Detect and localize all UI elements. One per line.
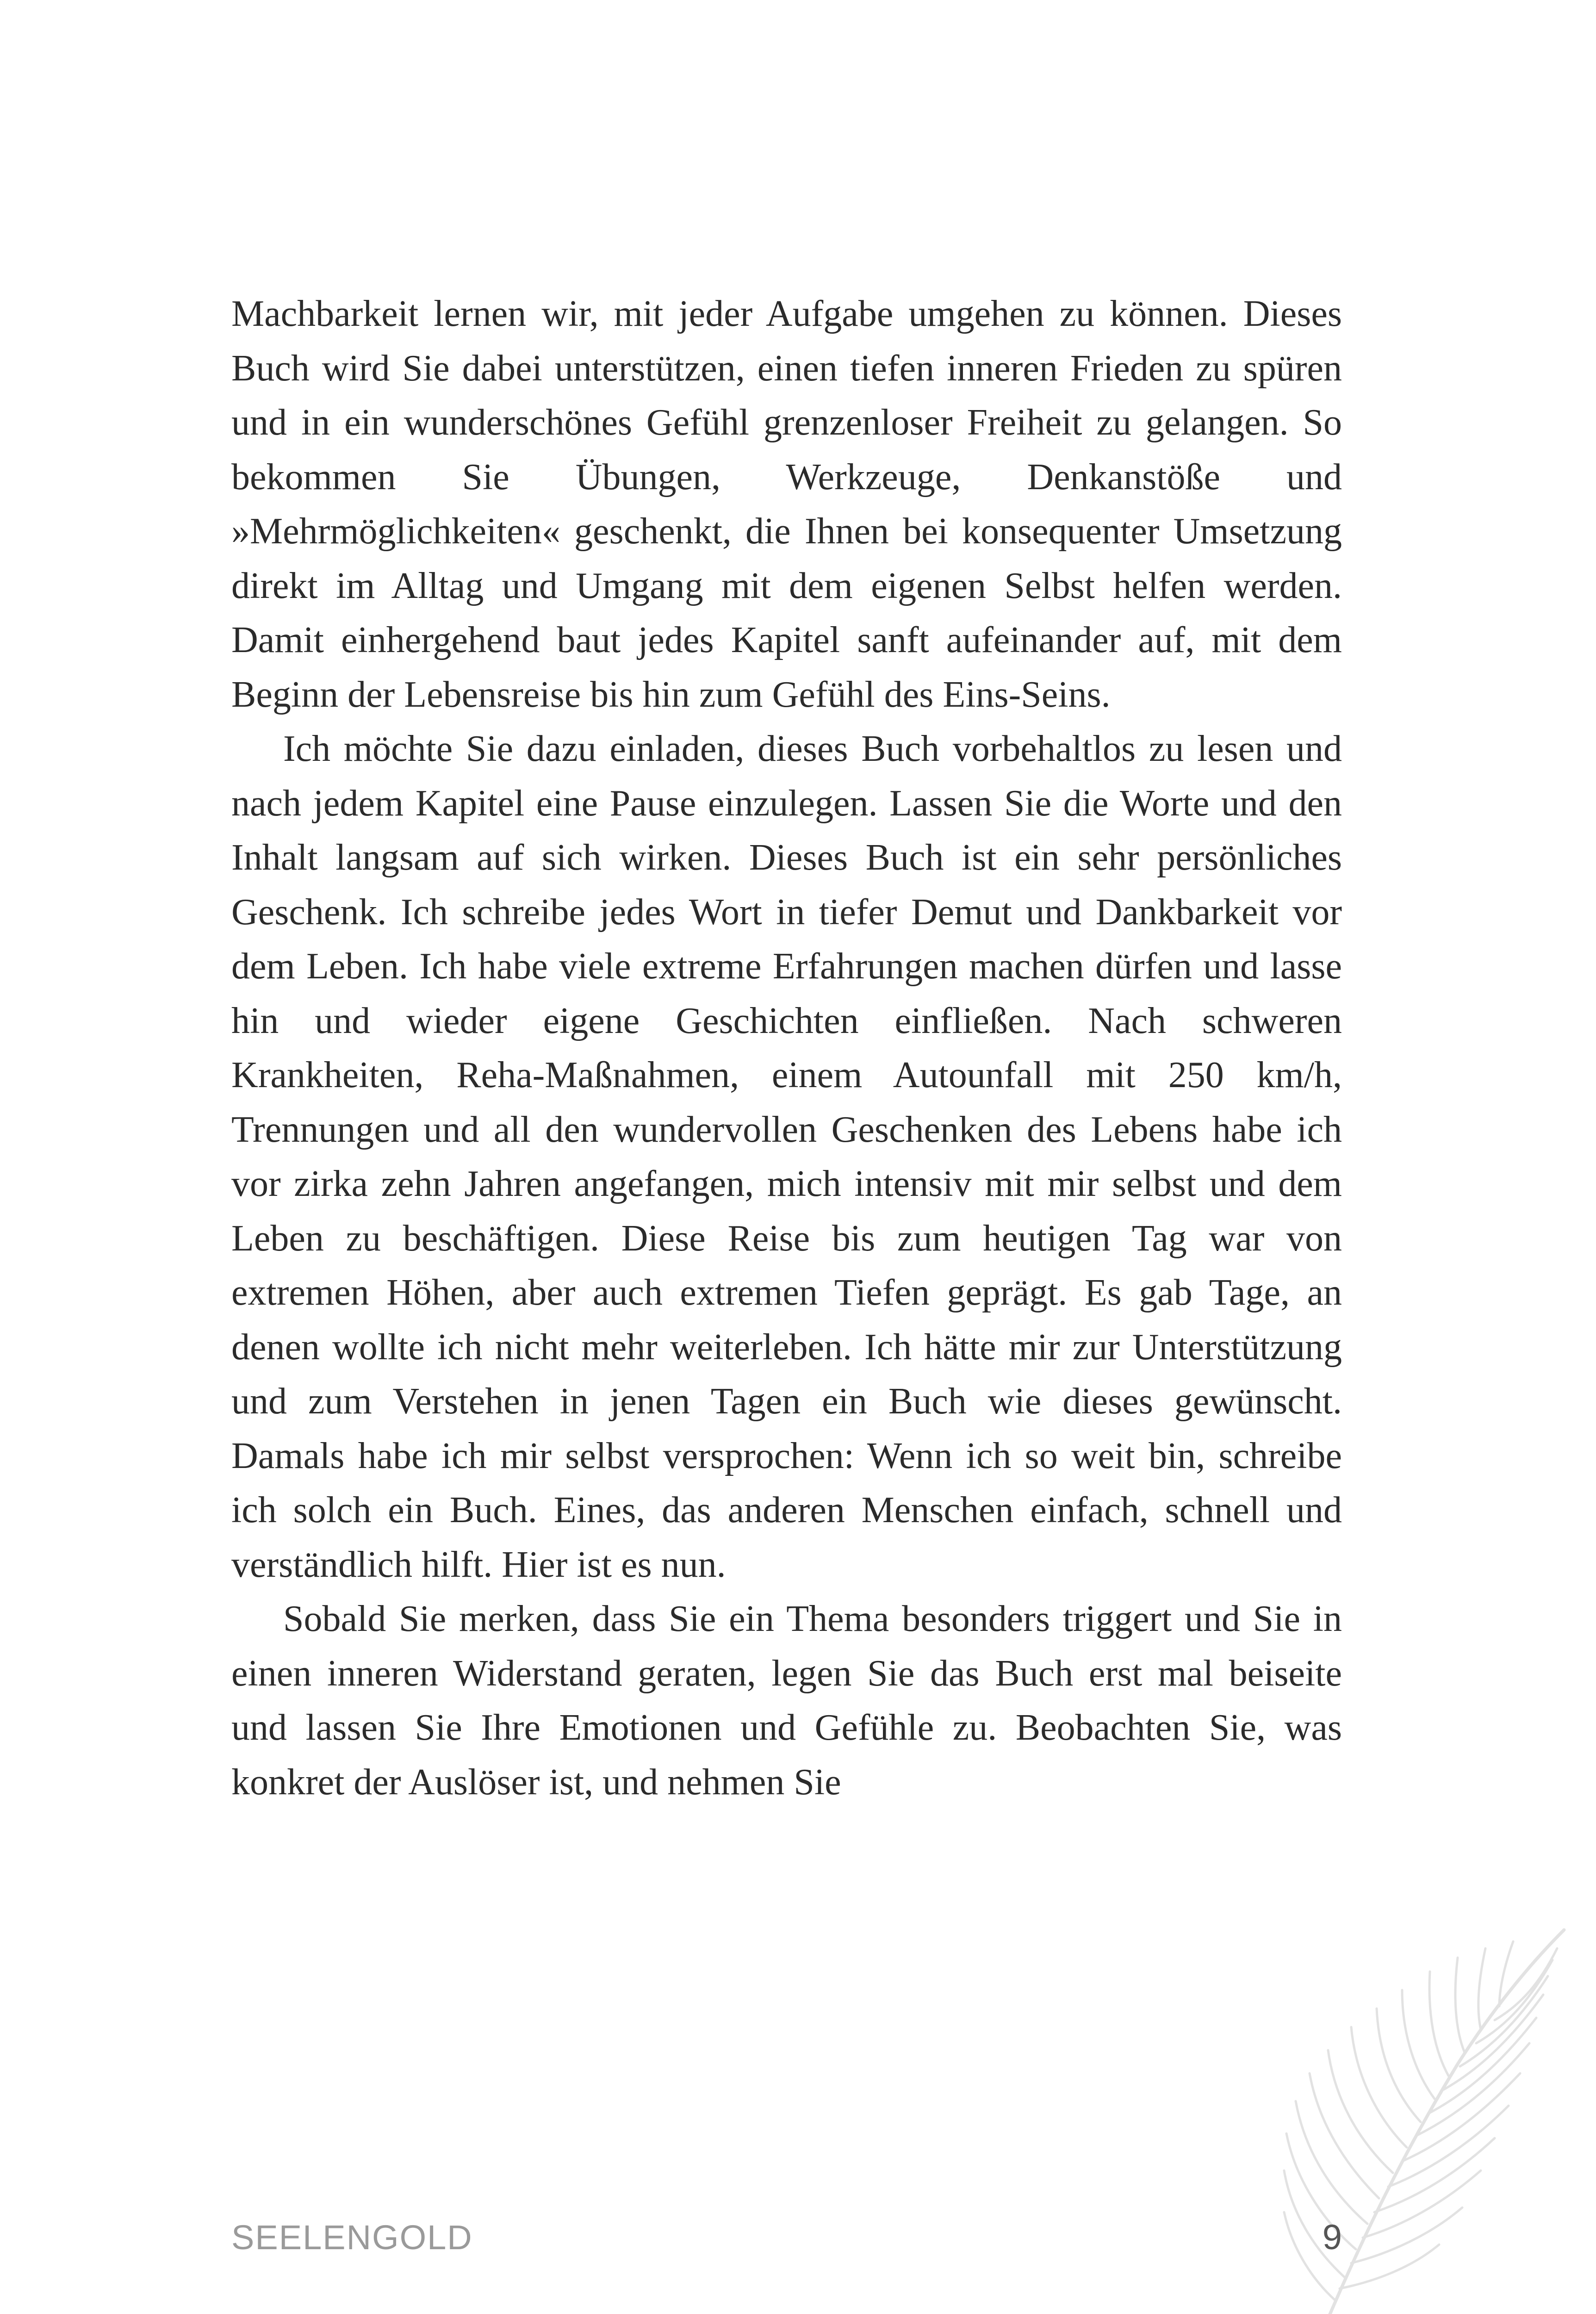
book-title: SEELENGOLD [231, 2218, 473, 2257]
body-text [231, 287, 1342, 1810]
paragraph-2: Ich möchte Sie dazu einladen, dieses Buch vorbehaltlos zu lesen und nach jedem Kapitel eine Pause einzulegen. Lassen Sie die Worte und den Inhalt langsam auf sich wirken. Dieses Buch ist ein sehr persönliches Geschenk. Ich schreibe jedes Wort in tiefer Demut und Dankbarkeit vor dem Leben. Ich habe viele extreme Erfahrungen machen dürfen und lasse hin und wieder eigene Geschichten einfließen. Nach schweren Krankheiten, Reha-Maßnahmen, einem Autounfall mit 250 km/h, Trennungen und all den wundervollen Geschenken des Lebens habe ich vor zirka zehn Jahren angefangen, mich intensiv mit mir selbst und dem Leben zu beschäftigen. Diese Reise bis zum heutigen Tag war von extremen Höhen, aber auch extremen Tiefen geprägt. Es gab Tage, an denen wollte ich nicht mehr weiterleben. Ich hätte mir zur Unterstützung und zum Verstehen in jenen Tagen ein Buch wie dieses gewünscht. Damals habe ich mir selbst versprochen: Wenn ich so weit bin, schreibe ich solch ein Buch. Eines, das anderen Menschen einfach, schnell und verständlich hilft. Hier ist es nun. [231, 728, 1342, 1585]
feather-icon [1240, 1911, 1573, 2314]
page-number: 9 [1322, 2218, 1342, 2257]
paragraph-3: Sobald Sie merken, dass Sie ein Thema besonders triggert und Sie in einen inneren Widerstand geraten, legen Sie das Buch erst mal beiseite und lassen Sie Ihre Emotionen und Gefühle zu. Beobachten Sie, was konkret der Auslöser ist, und nehmen Sie [231, 1599, 1342, 1803]
paragraph-1: Machbarkeit lernen wir, mit jeder Aufgabe umgehen zu können. Dieses Buch wird Sie dabei unterstützen, einen tiefen inneren Frieden zu spüren und in ein wunderschönes Gefühl grenzenloser Freiheit zu gelangen. So bekommen Sie Übungen, Werkzeuge, Denkanstöße und »Mehrmöglichkeiten« geschenkt, die Ihnen bei konsequenter Umsetzung direkt im Alltag und Umgang mit dem eigenen Selbst helfen werden. Damit einhergehend baut jedes Kapitel sanft aufeinander auf, mit dem Beginn der Lebensreise bis hin zum Gefühl des Eins-Seins. [231, 293, 1342, 715]
